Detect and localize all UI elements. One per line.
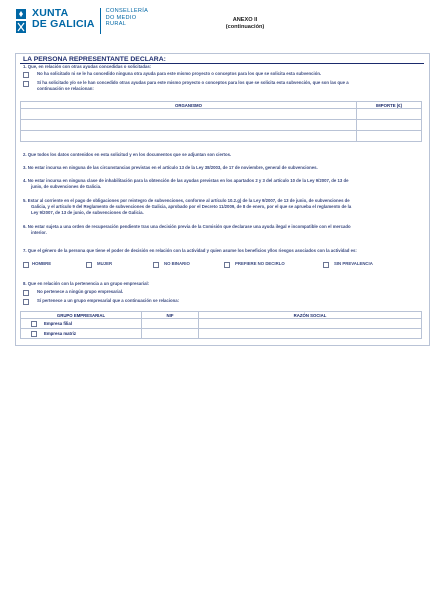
logo-wordmark: [32, 8, 95, 30]
nif-cell[interactable]: [142, 319, 199, 329]
item-8-option-b-label: Sí pertenece a un grupo empresarial que a continuación se relaciona:: [37, 298, 180, 303]
annex-title: ANEXO II: [232, 17, 258, 23]
section-title: LA PERSONA REPRESENTANTE DECLARA:: [23, 56, 166, 63]
annex-subtitle: (continuación): [225, 24, 265, 30]
importe-cell[interactable]: [357, 120, 422, 131]
table-row: [21, 329, 422, 339]
razon-social-cell[interactable]: [199, 329, 422, 339]
column-header-razon-social: RAZÓN SOCIAL: [199, 312, 422, 319]
gender-prefiere-no-decirlo-label: PREFIERE NO DECIRLO: [235, 261, 285, 266]
gender-mujer-label: MUJER: [97, 261, 113, 266]
gender-mujer-checkbox[interactable]: [86, 262, 92, 268]
item-5-text-line-1: 5. Estar al corriente en el pago de obligaciones por reintegro de subvenciones, conforme al artículo 10.2.g) de la Ley 9/2007, de 13 de junio, de subvenciones de: [23, 198, 350, 203]
item-8-option-b-checkbox[interactable]: [23, 299, 29, 305]
item-5-text-line-3: Ley 9/2007, de 13 de junio, de subvenciones de Galicia.: [31, 210, 144, 215]
group-type-cell: [21, 319, 142, 329]
empresa-matriz-checkbox[interactable]: [31, 331, 37, 337]
other-aids-table: [20, 101, 422, 142]
group-type-cell: [21, 329, 142, 339]
table-header-row: [21, 312, 422, 319]
item-1-option-a-label: No ha solicitado ni se le ha concedido ninguna otra ayuda para este mismo proyecto o conceptos para los que se solicita esta subvención.: [37, 71, 322, 76]
logo-xunta: XUNTA: [32, 7, 69, 19]
item-8-text: 8. Que en relación con la pertenencia a un grupo empresarial:: [23, 281, 150, 286]
empresa-filial-label: Empresa filial: [44, 321, 72, 326]
empresa-matriz-label: Empresa matriz: [44, 331, 77, 336]
item-4-text-line-1: 4. No estar incursa en ninguna clase de inhabilitación para la obtención de las ayudas previstas en los apartados 2 y 3 del artículo 10 de la Ley 9/2007, de 13 de: [23, 178, 349, 183]
item-1-option-b-checkbox[interactable]: [23, 81, 29, 87]
nif-cell[interactable]: [142, 329, 199, 339]
gender-no-binario-checkbox[interactable]: [153, 262, 159, 268]
xunta-logo: [14, 8, 148, 42]
logo-galicia: DE GALICIA: [32, 18, 95, 30]
table-row: [21, 120, 422, 131]
importe-cell[interactable]: [357, 109, 422, 120]
gender-prefiere-no-decirlo-checkbox[interactable]: [224, 262, 230, 268]
item-8-option-a-label: No pertenece a ningún grupo empresarial.: [37, 289, 124, 294]
item-4-text-line-2: junio, de subvenciones de Galicia.: [31, 184, 102, 189]
annex-heading: [200, 17, 290, 31]
importe-cell[interactable]: [357, 131, 422, 142]
table-row: [21, 109, 422, 120]
organismo-cell[interactable]: [21, 120, 357, 131]
item-8-option-a-checkbox[interactable]: [23, 290, 29, 296]
organismo-cell[interactable]: [21, 131, 357, 142]
table-header-row: [21, 102, 422, 109]
column-header-nif: NIF: [142, 312, 199, 319]
column-header-importe: IMPORTE (€): [357, 102, 422, 109]
logo-department-line-2: DO MEDIO: [105, 14, 137, 21]
item-6-text-line-2: interior.: [31, 230, 47, 235]
item-5-text-line-2: Galicia, y el artículo 9 del Reglamento de subvenciones de Galicia, aprobado por el Decreto 11/2009, de 8 de enero, por el que se aprueba el reglamento de la: [31, 204, 352, 209]
item-3-text: 3. No estar incursa en ninguna de las circunstancias previstas en el artículo 13 de la Ley 38/2003, de 17 de noviembre, general de subvenciones.: [23, 165, 318, 170]
organismo-cell[interactable]: [21, 109, 357, 120]
item-2-text: 2. Que todos los datos contenidos en esta solicitud y en los documentos que se adjuntan son ciertos.: [23, 152, 232, 157]
xunta-emblem-icon: [14, 8, 28, 34]
gender-sin-prevalencia-label: SIN PREVALENCIA: [334, 261, 373, 266]
logo-department-line-1: CONSELLERÍA: [105, 8, 149, 14]
item-1-option-a-checkbox[interactable]: [23, 72, 29, 78]
gender-hombre-checkbox[interactable]: [23, 262, 29, 268]
item-6-text-line-1: 6. No estar sujeta a una orden de recuperación pendiente tras una decisión previa de la Comisión que declarase una ayuda ilegal e incompatible con el mercado: [23, 224, 351, 229]
gender-no-binario-label: NO BINARIO: [164, 261, 190, 266]
gender-hombre-label: HOMBRE: [32, 261, 52, 266]
gender-sin-prevalencia-checkbox[interactable]: [323, 262, 329, 268]
business-group-table: [20, 311, 422, 339]
table-row: [21, 131, 422, 142]
item-1-option-b-label-line-2: continuación se relacionan:: [37, 86, 94, 91]
logo-department-line-3: RURAL: [105, 21, 127, 27]
logo-department: [106, 8, 148, 28]
item-1-text: 1. Que, en relación con otras ayudas concedidas o solicitadas:: [23, 64, 152, 69]
razon-social-cell[interactable]: [199, 319, 422, 329]
logo-separator: [100, 8, 101, 34]
table-row: [21, 319, 422, 329]
item-1-option-b-label-line-1: Sí ha solicitado y/o se le han concedido otras ayudas para este mismo proyecto o conceptos para los que se solicita esta subvención, que son las que a: [37, 80, 349, 85]
item-7-text: 7. Que el género de la persona que tiene el poder de decisión en relación con la actividad y quien asume los beneficios y/los riesgos asociados con la actividad es:: [23, 248, 357, 253]
column-header-organismo: ORGANISMO: [21, 102, 357, 109]
empresa-filial-checkbox[interactable]: [31, 321, 37, 327]
column-header-grupo: GRUPO EMPRESARIAL: [21, 312, 142, 319]
